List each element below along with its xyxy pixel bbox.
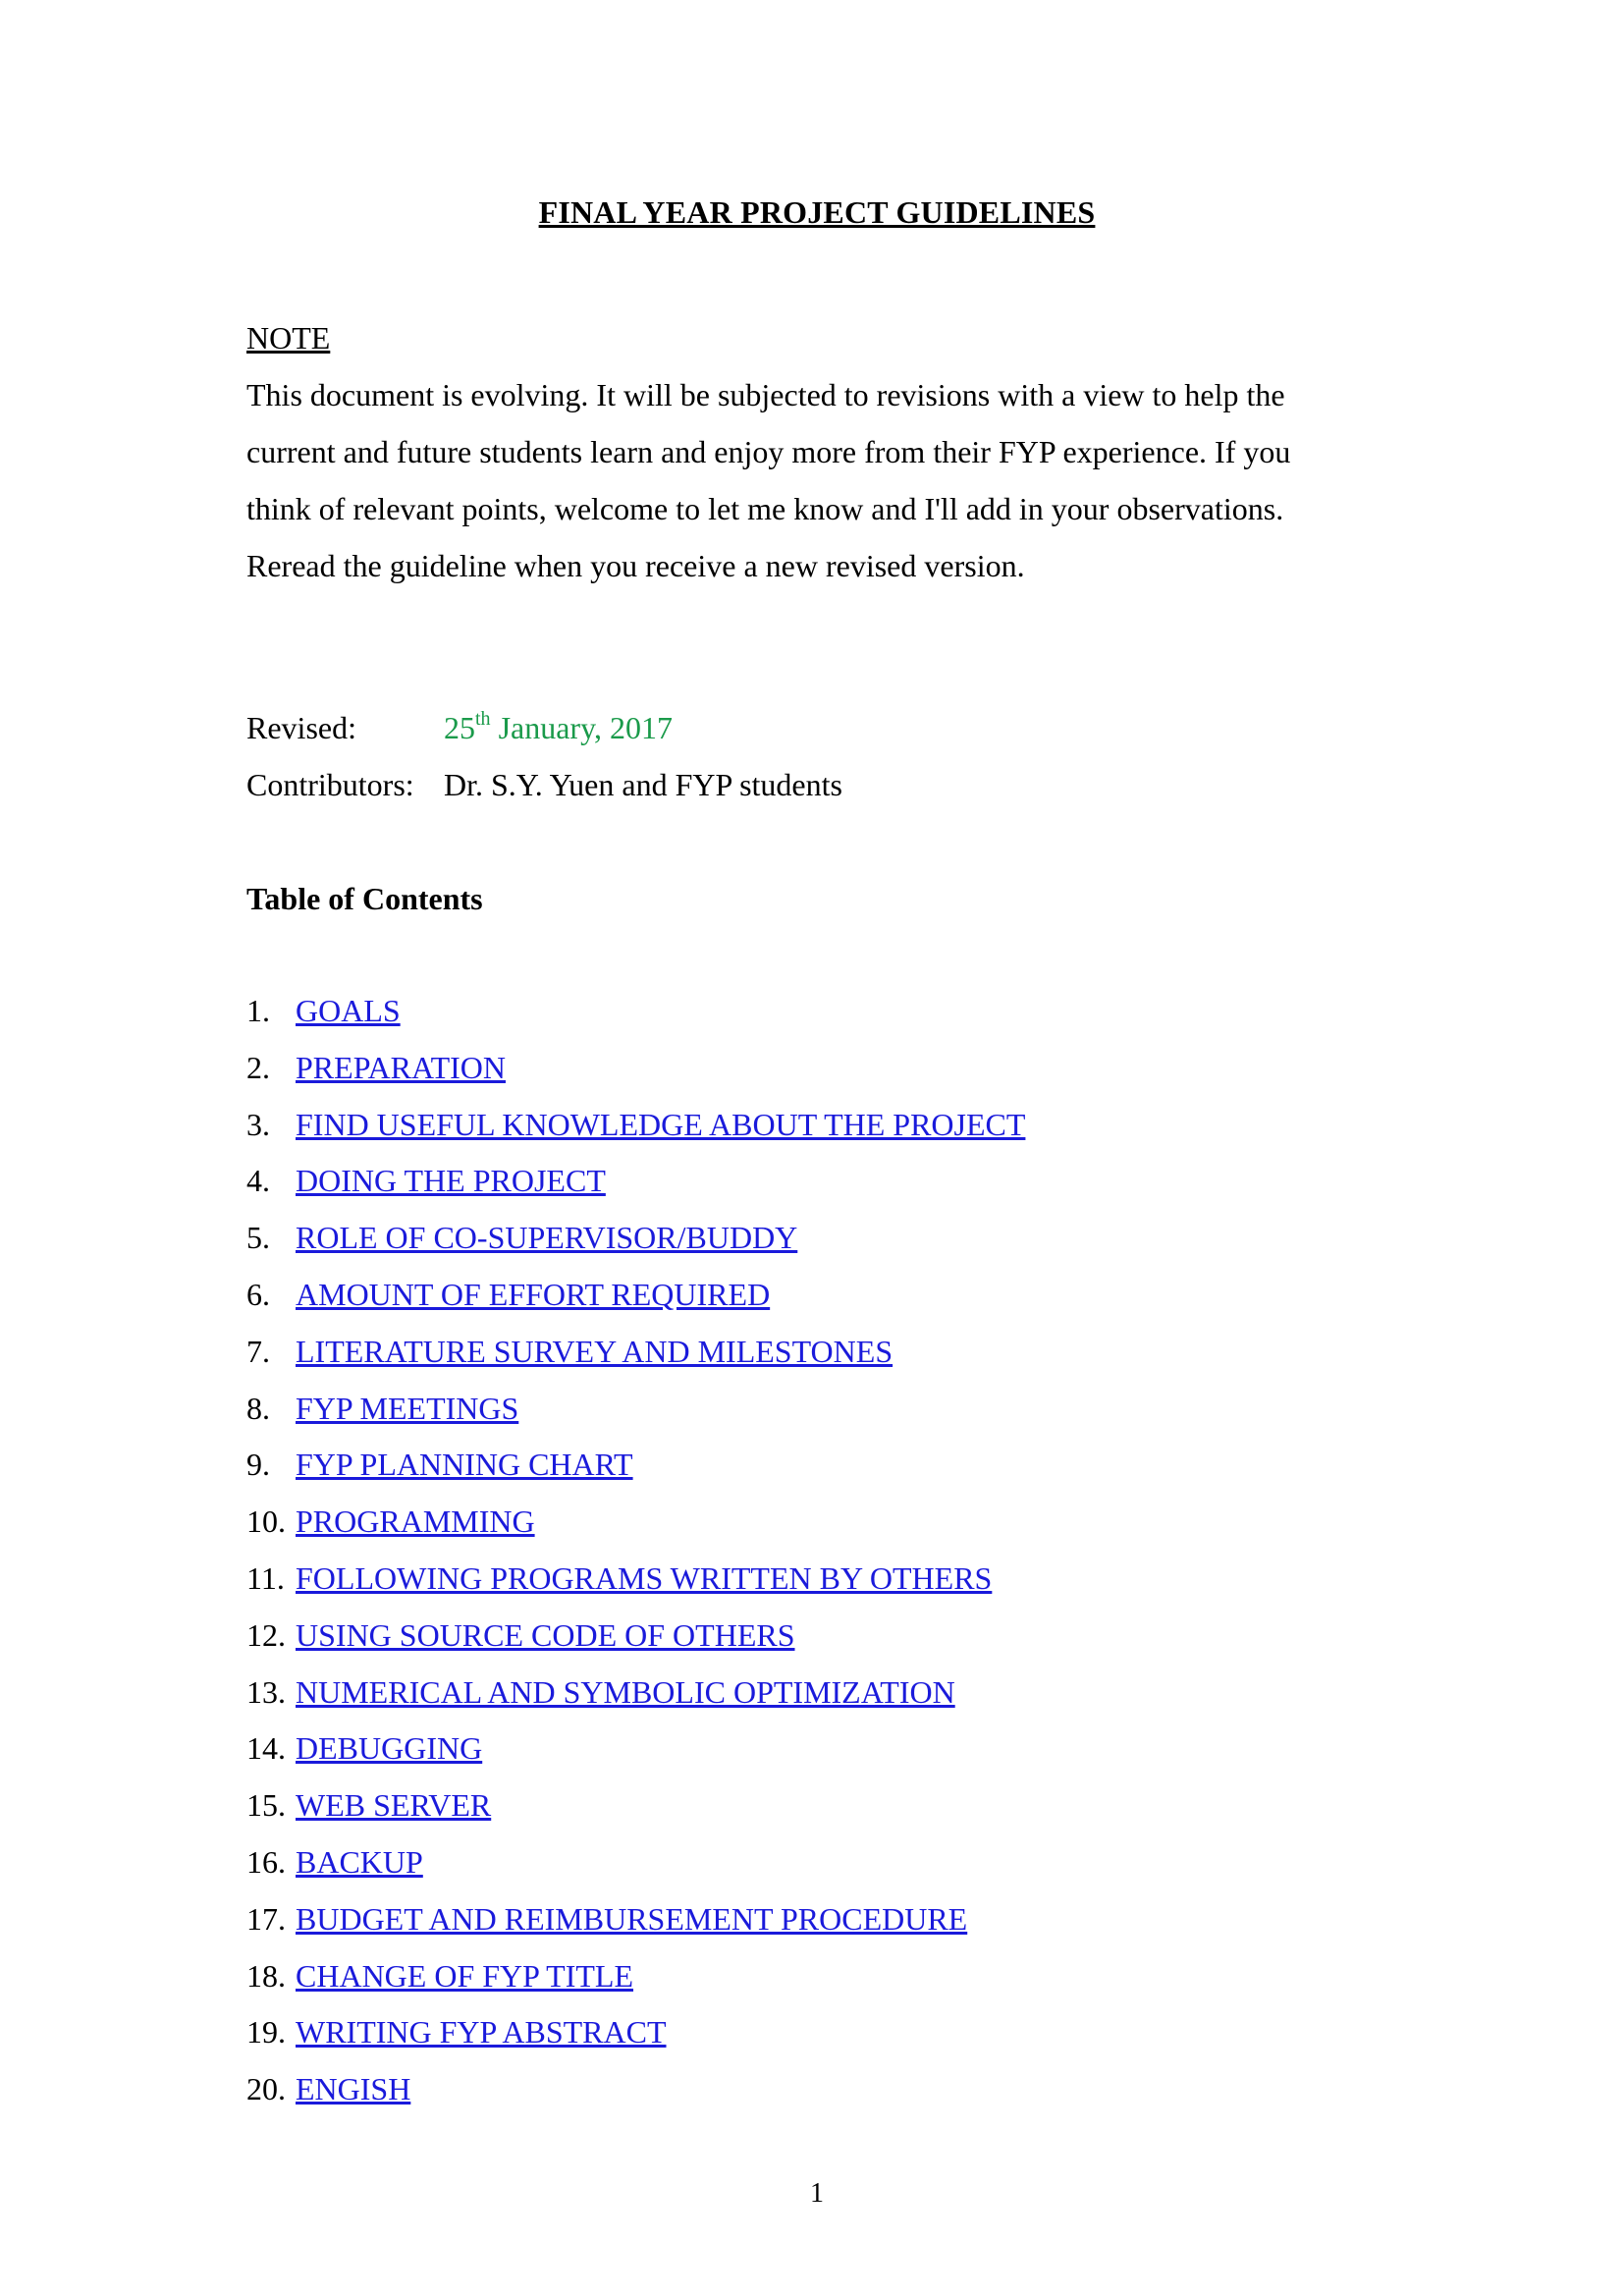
toc-item-number: 20. xyxy=(246,2071,286,2107)
table-of-contents xyxy=(246,983,1025,2118)
toc-link-using-source-code[interactable]: USING SOURCE CODE OF OTHERS xyxy=(296,1616,795,1653)
toc-item xyxy=(246,1494,1025,1551)
toc-item-number: 1. xyxy=(246,993,270,1028)
toc-link-literature-survey[interactable]: LITERATURE SURVEY AND MILESTONES xyxy=(296,1333,893,1369)
toc-item xyxy=(246,2004,1025,2061)
toc-item-number: 17. xyxy=(246,1900,286,1937)
toc-link-fyp-meetings[interactable]: FYP MEETINGS xyxy=(296,1390,519,1426)
note-line: This document is evolving. It will be subjected to revisions with a view to help the xyxy=(246,377,1285,412)
note-heading: NOTE xyxy=(246,320,331,355)
toc-link-debugging[interactable]: DEBUGGING xyxy=(296,1730,483,1767)
toc-item xyxy=(246,1437,1025,1494)
toc-item xyxy=(246,2061,1025,2118)
toc-item-number: 11. xyxy=(246,1559,285,1596)
revised-date xyxy=(444,699,673,756)
note-line: current and future students learn and enjoy more from their FYP experience. If you xyxy=(246,434,1291,469)
toc-item xyxy=(246,1665,1025,1722)
toc-item xyxy=(246,1097,1025,1154)
toc-link-change-of-fyp-title[interactable]: CHANGE OF FYP TITLE xyxy=(296,1957,634,1994)
toc-link-writing-fyp-abstract[interactable]: WRITING FYP ABSTRACT xyxy=(296,2014,667,2050)
toc-link-find-useful-knowledge[interactable]: FIND USEFUL KNOWLEDGE ABOUT THE PROJECT xyxy=(296,1106,1026,1142)
note-line: think of relevant points, welcome to let me know and I'll add in your observations. xyxy=(246,491,1284,526)
revision-info xyxy=(246,699,842,813)
document-title: FINAL YEAR PROJECT GUIDELINES xyxy=(538,194,1096,230)
toc-link-goals[interactable]: GOALS xyxy=(296,993,401,1028)
contributors-label: Contributors: xyxy=(246,767,414,802)
toc-item xyxy=(246,1948,1025,2005)
toc-link-role-of-co-supervisor[interactable]: ROLE OF CO-SUPERVISOR/BUDDY xyxy=(296,1220,798,1256)
toc-item xyxy=(246,1040,1025,1097)
toc-item-number: 3. xyxy=(246,1106,270,1142)
toc-item-number: 19. xyxy=(246,2014,286,2050)
toc-item-number: 6. xyxy=(246,1276,270,1312)
toc-item-number: 8. xyxy=(246,1390,270,1426)
toc-item xyxy=(246,1324,1025,1381)
toc-link-numerical-optimization[interactable]: NUMERICAL AND SYMBOLIC OPTIMIZATION xyxy=(296,1673,955,1710)
toc-link-amount-of-effort[interactable]: AMOUNT OF EFFORT REQUIRED xyxy=(296,1276,771,1312)
toc-item xyxy=(246,1381,1025,1438)
revised-month-year: January, 2017 xyxy=(490,710,673,745)
contributors-value: Dr. S.Y. Yuen and FYP students xyxy=(444,767,842,802)
toc-item-number: 7. xyxy=(246,1333,270,1369)
toc-item xyxy=(246,1551,1025,1608)
toc-item-number: 13. xyxy=(246,1673,286,1710)
toc-item xyxy=(246,983,1025,1040)
toc-item-number: 18. xyxy=(246,1957,286,1994)
toc-item-number: 14. xyxy=(246,1730,286,1767)
toc-link-engish[interactable]: ENGISH xyxy=(296,2071,411,2107)
toc-item-number: 2. xyxy=(246,1049,270,1085)
toc-link-web-server[interactable]: WEB SERVER xyxy=(296,1787,492,1824)
revised-day: 25 xyxy=(444,710,475,745)
note-line: Reread the guideline when you receive a new revised version. xyxy=(246,548,1025,583)
toc-item xyxy=(246,1891,1025,1948)
toc-link-backup[interactable]: BACKUP xyxy=(296,1843,423,1880)
toc-item-number: 16. xyxy=(246,1843,286,1880)
toc-link-programming[interactable]: PROGRAMMING xyxy=(296,1503,535,1540)
toc-item xyxy=(246,1777,1025,1834)
toc-link-doing-the-project[interactable]: DOING THE PROJECT xyxy=(296,1163,606,1199)
toc-item-number: 5. xyxy=(246,1220,270,1256)
contributors-row xyxy=(246,756,842,813)
toc-item-number: 15. xyxy=(246,1787,286,1824)
toc-item xyxy=(246,1721,1025,1777)
toc-item xyxy=(246,1267,1025,1324)
toc-heading: Table of Contents xyxy=(246,881,483,916)
toc-link-budget-reimbursement[interactable]: BUDGET AND REIMBURSEMENT PROCEDURE xyxy=(296,1900,968,1937)
toc-link-fyp-planning-chart[interactable]: FYP PLANNING CHART xyxy=(296,1447,633,1483)
toc-item-number: 9. xyxy=(246,1447,270,1483)
toc-item xyxy=(246,1608,1025,1665)
toc-item xyxy=(246,1153,1025,1210)
toc-item xyxy=(246,1834,1025,1891)
toc-item-number: 10. xyxy=(246,1503,286,1540)
toc-item-number: 12. xyxy=(246,1616,286,1653)
revised-row xyxy=(246,699,842,756)
note-section xyxy=(246,309,1405,594)
toc-item-number: 4. xyxy=(246,1163,270,1199)
revised-day-suffix: th xyxy=(475,708,491,731)
revised-label: Revised: xyxy=(246,710,356,745)
page-number: 1 xyxy=(810,2178,824,2209)
toc-link-following-programs[interactable]: FOLLOWING PROGRAMS WRITTEN BY OTHERS xyxy=(296,1559,993,1596)
toc-item xyxy=(246,1210,1025,1267)
toc-link-preparation[interactable]: PREPARATION xyxy=(296,1049,506,1085)
